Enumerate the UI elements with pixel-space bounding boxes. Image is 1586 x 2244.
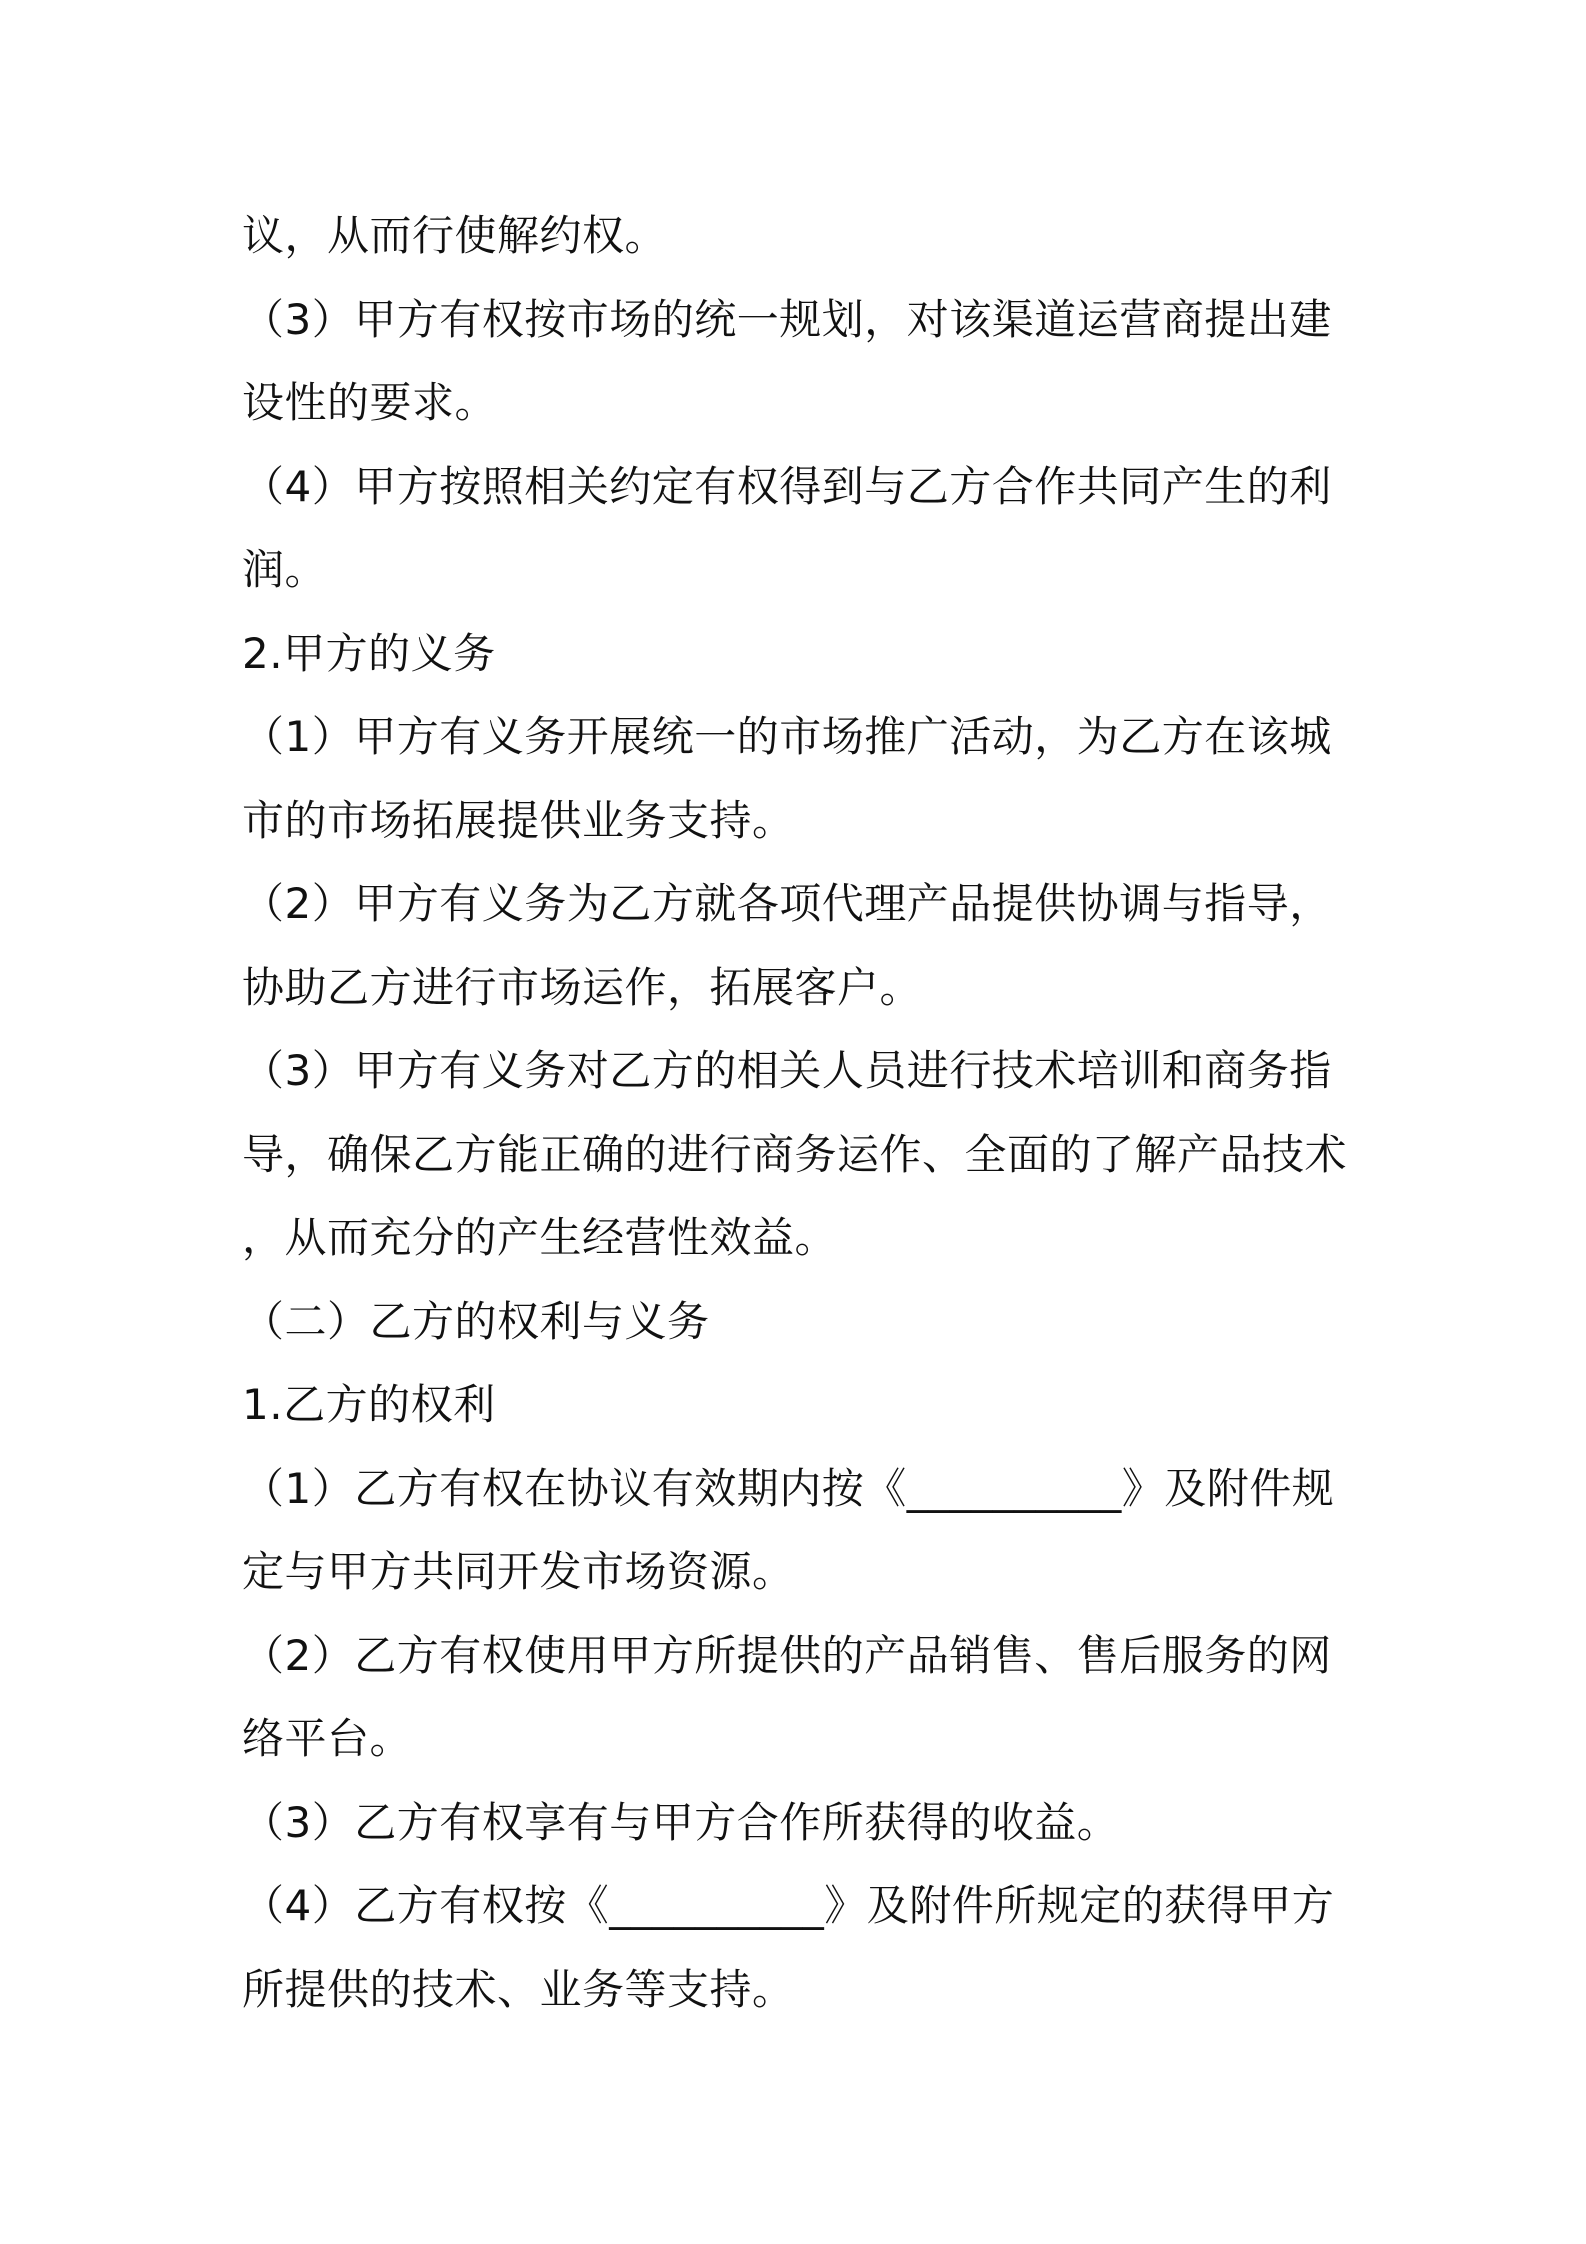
section-heading: 1.乙方的权利 [242, 1380, 496, 1429]
text-line: 市的市场拓展提供业务支持。 [242, 795, 795, 845]
text-line: 协助乙方进行市场运作，拓展客户。 [242, 962, 923, 1012]
text-line: 设性的要求。 [242, 378, 498, 427]
text-line: （1）甲方有义务开展统一的市场推广活动，为乙方在该城 [242, 712, 1332, 761]
text-line: 定与甲方共同开发市场资源。 [242, 1547, 795, 1596]
text-line: 议，从而行使解约权。 [242, 211, 668, 260]
text-line: 润。 [242, 545, 328, 594]
document-body [242, 194, 1362, 2031]
text-line: （3）甲方有义务对乙方的相关人员进行技术培训和商务指 [242, 1046, 1332, 1095]
text-line: （2）乙方有权使用甲方所提供的产品销售、售后服务的网 [242, 1630, 1332, 1680]
text-line: （4）甲方按照相关约定有权得到与乙方合作共同产生的利 [242, 461, 1332, 511]
text-line: ，从而充分的产生经营性效益。 [242, 1213, 838, 1262]
text-line: （3）甲方有权按市场的统一规划，对该渠道运营商提出建 [242, 294, 1332, 344]
section-heading: 2.甲方的义务 [242, 628, 496, 678]
text-line: （2）甲方有义务为乙方就各项代理产品提供协调与指导， [242, 879, 1332, 928]
text-line: 所提供的技术、业务等支持。 [242, 1964, 795, 2014]
text-line: 导，确保乙方能正确的进行商务运作、全面的了解产品技术 [242, 1129, 1348, 1179]
section-heading: （二）乙方的权利与义务 [242, 1296, 710, 1346]
text-line: （3）乙方有权享有与甲方合作所获得的收益。 [242, 1797, 1120, 1847]
text-line: （1）乙方有权在协议有效期内按《__________》及附件规 [242, 1463, 1335, 1513]
text-line: 络平台。 [242, 1714, 413, 1763]
text-line: （4）乙方有权按《__________》及附件所规定的获得甲方 [242, 1881, 1335, 1930]
